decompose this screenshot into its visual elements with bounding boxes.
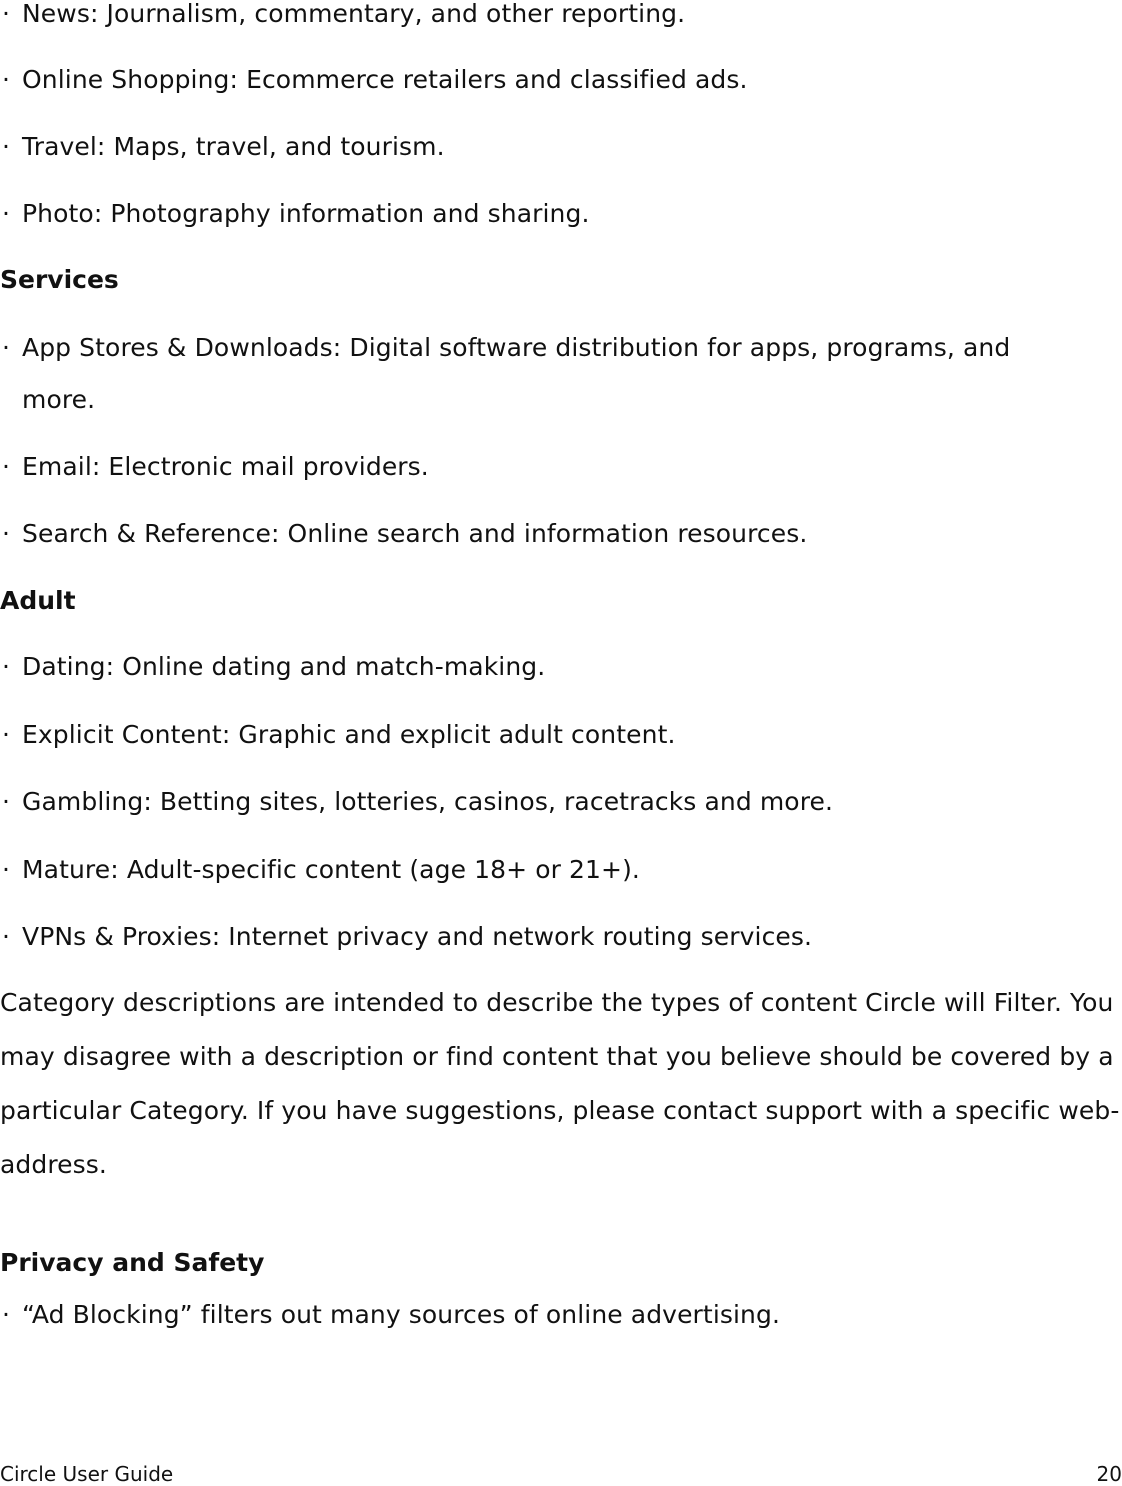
list-item-text: Mature: Adult-specific content (age 18+ or 21+). [22,855,640,884]
bullet: · [2,1300,11,1329]
bullet: · [2,333,11,362]
bullet: · [2,65,11,94]
list-item [0,709,1110,761]
section-heading-adult: Adult [0,586,76,615]
bullet: · [2,0,11,28]
list-item [0,508,1110,560]
bullet: · [2,855,11,884]
list-item-text: VPNs & Proxies: Internet privacy and network routing services. [22,922,813,951]
list-item [0,322,1080,426]
category-note-paragraph: Category descriptions are intended to describe the types of content Circle will Filter. You may disagree with a description or find content that you believe should be covered by a particular Category. If you have suggestions, please contact support with a specific web-address. [0,988,1120,1179]
bullet: · [2,720,11,749]
list-item [0,1289,1110,1341]
bullet: · [2,519,11,548]
list-item [0,844,1110,896]
list-item [0,121,1110,173]
list-item-text: App Stores & Downloads: Digital software distribution for apps, programs, and more. [22,333,1011,414]
list-item-text: “Ad Blocking” filters out many sources of online advertising. [22,1300,781,1329]
bullet: · [2,787,11,816]
bullet: · [2,922,11,951]
list-item [0,441,1110,493]
bullet: · [2,652,11,681]
list-item [0,0,1110,40]
list-item-text: Search & Reference: Online search and information resources. [22,519,808,548]
list-item-text: Online Shopping: Ecommerce retailers and classified ads. [22,65,748,94]
bullet: · [2,132,11,161]
list-item [0,54,1110,106]
bullet: · [2,452,11,481]
list-item-text: Email: Electronic mail providers. [22,452,429,481]
bullet: · [2,199,11,228]
footer-title: Circle User Guide [0,1462,174,1486]
list-item [0,188,1110,240]
list-item-text: Dating: Online dating and match-making. [22,652,546,681]
list-item-text: News: Journalism, commentary, and other reporting. [22,0,686,28]
list-item-text: Explicit Content: Graphic and explicit adult content. [22,720,676,749]
list-item-text: Photo: Photography information and sharing. [22,199,590,228]
list-item-text: Gambling: Betting sites, lotteries, casinos, racetracks and more. [22,787,834,816]
section-heading-services: Services [0,265,119,294]
list-item [0,776,1110,828]
list-item-text: Travel: Maps, travel, and tourism. [22,132,445,161]
section-heading-privacy: Privacy and Safety [0,1248,265,1277]
list-item [0,641,1110,693]
list-item [0,911,1110,963]
page-number: 20 [1096,1462,1122,1486]
